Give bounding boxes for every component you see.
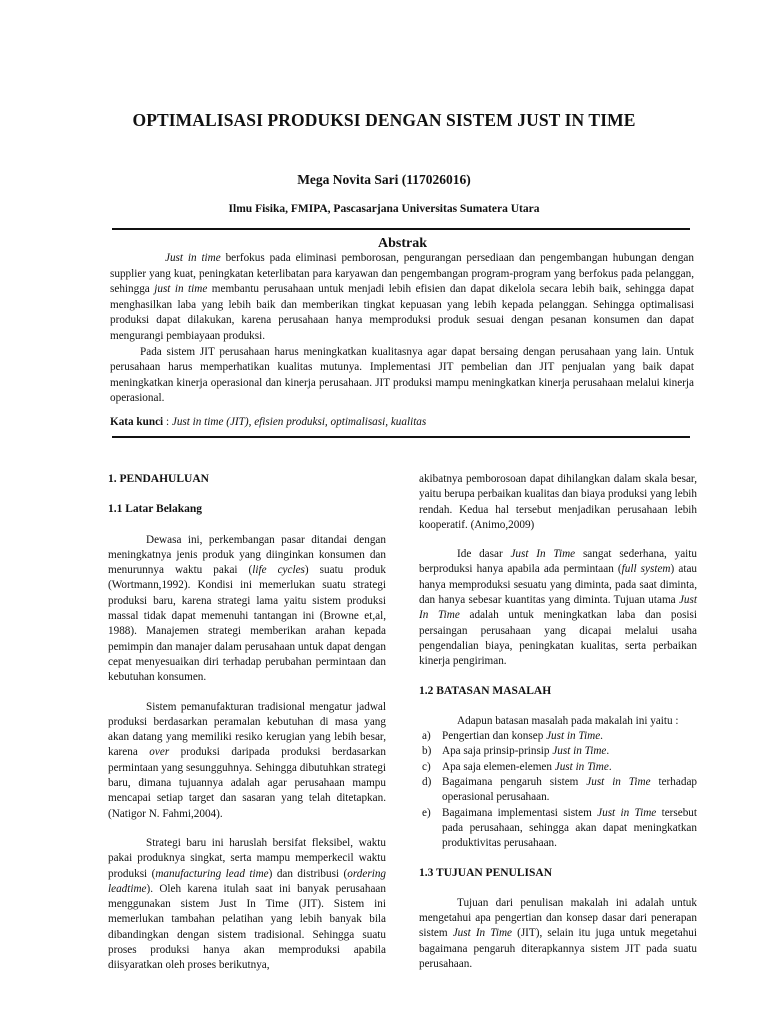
- list-item: c) Apa saja elemen-elemen Just in Time.: [422, 760, 612, 773]
- subsection-heading-batasan-masalah: 1.2 BATASAN MASALAH: [419, 684, 552, 697]
- body-paragraph: Tujuan dari penulisan makalah ini adalah untuk mengetahui apa pengertian dan konsep dasar dari penerapan sistem Just In Time (JIT), selain itu juga untuk megetahui bagaimana pengaruh diterapkannya sistem JIT pada suatu perusahaan.: [419, 896, 697, 971]
- keywords-line: Kata kunci : Just in time (JIT), efisien produksi, optimalisasi, kualitas: [110, 416, 427, 428]
- abstract-paragraph-1: Just in time berfokus pada eliminasi pemborosan, pengurangan persediaan dan pengembangan hubungan dengan supplier yang kuat, peningkatan keterlibatan para karyawan dan pengembangan program-program yang berfokus pada pelanggan, sehingga just in time membantu perusahaan untuk menjadi lebih efisien dan dapat dikelola secara lebih baik, sehingga dapat menghasilkan laba yang lebih baik dan memberikan tingkat kepuasan yang lebih kepada pelanggan. Sehingga optimalisasi produksi dapat dilakukan, karena perusahaan hanya memproduksi produk sesuai dengan pesanan konsumen dan dapat mengurangi pembiayaan produksi.: [110, 252, 694, 342]
- body-paragraph: Dewasa ini, perkembangan pasar ditandai dengan meningkatnya jenis produk yang diinginkan konsumen dan menurunnya waktu pakai (life cycles) suatu produk (Wortmann,1992). Kondisi ini memerlukan suatu strategi produksi baru, karena strategi lama yaitu sistem produksi massal tidak dapat memenuhi tantangan ini (Browne et,al, 1988). Manajemen strategi memberikan arahan kepada pemimpin dan manajer dalam perusahaan untuk dapat dengan cepat menyesuaikan diri terhadap perubahan permintaan dan kebutuhan konsumen.: [108, 533, 386, 684]
- right-column: [419, 472, 697, 972]
- list-item: a) Pengertian dan konsep Just in Time.: [422, 730, 603, 743]
- list-item: e) Bagaimana implementasi sistem Just in Time tersebut pada perusahaan, sehingga akan dapat meningkatkan produktivitas perusahaan.: [422, 806, 697, 850]
- body-paragraph: akibatnya pemborosoan dapat dihilangkan dalam skala besar, yaitu berupa perbaikan kualitas dan biaya produksi yang lebih rendah. Kedua hal tersebut menjadikan perusahaan lebih kooperatif. (Animo,2009): [419, 473, 697, 531]
- bottom-divider: [112, 436, 690, 438]
- body-paragraph: Sistem pemanufakturan tradisional mengatur jadwal produksi berdasarkan peramalan kebutuhan di masa yang akan datang yang memiliki resiko kerugian yang lebih besar, karena over produksi daripada produksi berdasarkan permintaan yang sesungguhnya. Sehingga dibutuhkan strategi baru, dimana tujuannya adalah agar perusahaan mampu mencapai setiap target dan sasaran yang telah ditetapkan. (Natigor N. Fahmi,2004).: [108, 700, 386, 820]
- body-paragraph: Strategi baru ini haruslah bersifat fleksibel, waktu pakai produknya singkat, serta mampu memperkecil waktu produksi (manufacturing lead time) dan distribusi (ordering leadtime). Oleh karena itulah saat ini banyak perusahaan menggunakan sistem Just In Time (JIT). Sistem ini memerlukan tambahan pelatihan yang lebih banyak bila dibandingkan dengan sistem tradisional. Sehingga suatu proses produksi hanya akan memproduksi apabila diisyaratkan oleh proses berikutnya,: [108, 836, 387, 972]
- list-item: d) Bagaimana pengaruh sistem Just in Time terhadap operasional perusahaan.: [422, 776, 697, 804]
- abstract-heading: Abstrak: [377, 236, 427, 251]
- abstract-body: [110, 251, 694, 407]
- author-affiliation: Ilmu Fisika, FMIPA, Pascasarjana Universitas Sumatera Utara: [228, 203, 540, 215]
- keywords-label: Kata kunci: [110, 416, 164, 428]
- left-column: [108, 472, 386, 974]
- body-paragraph: Ide dasar Just In Time sangat sederhana, yaitu berproduksi hanya apabila ada permintaan (full system) atau hanya memproduksi sesuatu yang diminta, pada saat diminta, dan hanya sebesar kuantitas yang diminta. Tujuan utama Just In Time adalah untuk meningkatkan laba dan posisi persaingan perusahaan yang dicapai melalui usaha pengendalian biaya, peningkatan kualitas, serta perbaikan kinerja pengiriman.: [419, 548, 698, 668]
- paper-title: OPTIMALISASI PRODUKSI DENGAN SISTEM JUST IN TIME: [132, 110, 636, 130]
- batasan-list: [419, 729, 697, 851]
- author-name: Mega Novita Sari (117026016): [297, 172, 471, 187]
- body-paragraph: Adapun batasan masalah pada makalah ini yaitu :: [457, 714, 679, 727]
- keywords-text: Just in time (JIT), efisien produksi, optimalisasi, kualitas: [171, 416, 427, 428]
- subsection-heading-latar-belakang: 1.1 Latar Belakang: [108, 503, 203, 516]
- abstract-paragraph-2: Pada sistem JIT perusahaan harus meningkatkan kualitasnya agar dapat bersaing dengan perusahaan yang lain. Untuk perusahaan harus memperhatikan kualitas mutunya. Implementasi JIT pembelian dan JIT penjualan yang baik dapat meningkatkan kinerja operasional dan kinerja perusahaan. JIT produksi mampu meningkatkan kinerja perusahaan melalui kinerja operasional.: [110, 345, 694, 405]
- subsection-heading-tujuan-penulisan: 1.3 TUJUAN PENULISAN: [419, 866, 553, 879]
- section-heading-pendahuluan: 1. PENDAHULUAN: [108, 473, 209, 485]
- list-item: b) Apa saja prinsip-prinsip Just in Time.: [422, 745, 610, 758]
- top-divider: [112, 228, 690, 230]
